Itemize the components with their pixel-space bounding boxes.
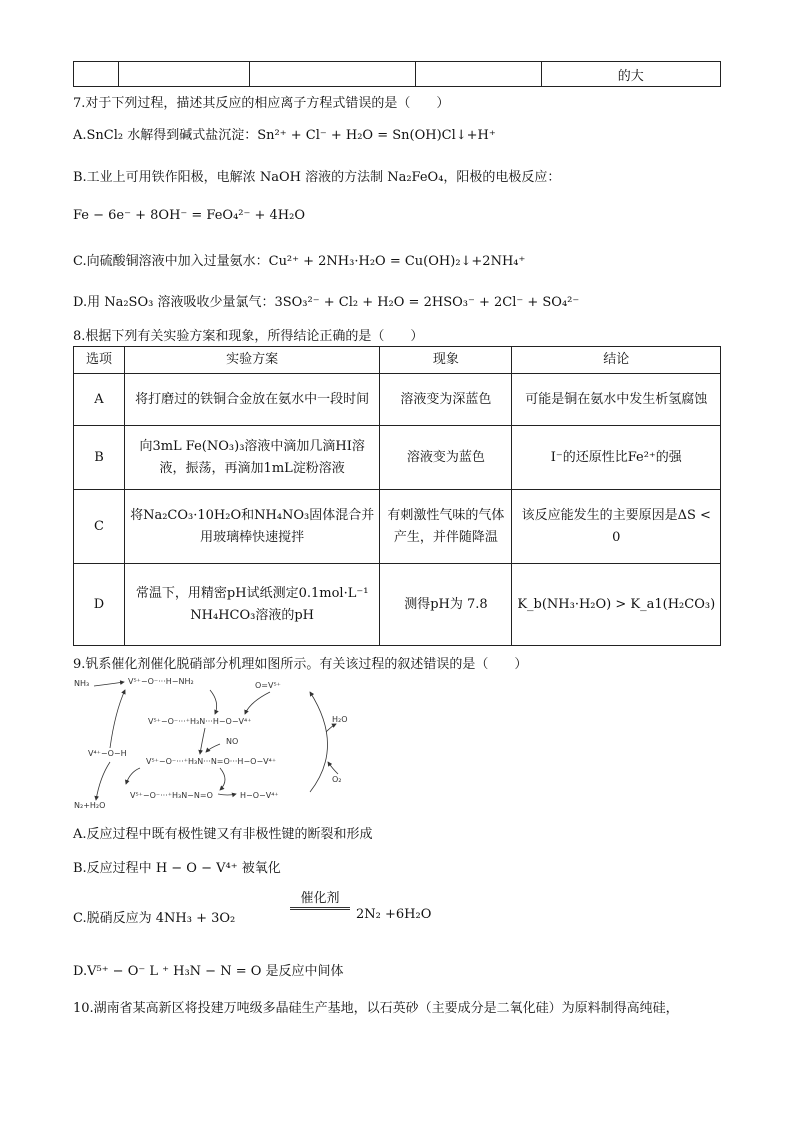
diagram-label-o2: O₂: [332, 775, 342, 784]
diagram-label-s7: H−O−V⁴⁺: [240, 791, 279, 800]
table-cell: [118, 62, 250, 87]
header-phenomenon: 现象: [380, 347, 512, 374]
table-cell: [74, 62, 119, 87]
question-9-option-c-products: 2N₂ +6H₂O: [356, 907, 432, 922]
question-9-option-b: B.反应过程中 H − O − V⁴⁺ 被氧化: [73, 861, 281, 876]
header-conclusion: 结论: [512, 347, 721, 374]
table-row: [74, 564, 721, 646]
row-plan: 将打磨过的铁铜合金放在氨水中一段时间: [124, 374, 379, 426]
catalyst-label: 催化剂: [290, 891, 350, 910]
table-cell: 的大: [541, 62, 720, 87]
diagram-label-s5: V⁴⁺−O−H: [88, 749, 127, 758]
row-conclusion: 可能是铜在氨水中发生析氢腐蚀: [512, 374, 721, 426]
row-option: C: [74, 490, 125, 564]
experiment-table: [73, 346, 721, 646]
question-9-option-c: C.脱硝反应为 4NH₃ + 3O₂: [73, 911, 236, 926]
row-option: D: [74, 564, 125, 646]
diagram-label-no: NO: [226, 737, 239, 746]
question-9-stem: 9.钒系催化剂催化脱硝部分机理如图所示。有关该过程的叙述错误的是（ ）: [73, 657, 528, 672]
table-header-row: [74, 347, 721, 374]
table-row: [74, 426, 721, 490]
arrow-8: [126, 768, 140, 784]
row-conclusion: I⁻的还原性比Fe²⁺的强: [512, 426, 721, 490]
table-row: [74, 374, 721, 426]
arrow-3: [245, 692, 270, 714]
arrow-2: [210, 690, 217, 714]
arrow-6: [220, 768, 225, 790]
question-7-option-c: C.向硫酸铜溶液中加入过量氨水：Cu²⁺ + 2NH₃·H₂O = Cu(OH)₂↓+2NH₄⁺: [73, 254, 526, 269]
question-7-option-b: B.工业上可用铁作阳极，电解浓 NaOH 溶液的方法制 Na₂FeO₄，阳极的电极反应：: [73, 170, 561, 185]
header-plan: 实验方案: [124, 347, 379, 374]
question-7-option-d: D.用 Na₂SO₃ 溶液吸收少量氯气：3SO₃²⁻ + Cl₂ + H₂O = 2HSO₃⁻ + 2Cl⁻ + SO₄²⁻: [73, 295, 580, 310]
table-row: [74, 490, 721, 564]
diagram-label-h2o: H₂O: [332, 715, 348, 724]
row-plan: 向3mL Fe(NO₃)₃溶液中滴加几滴HI溶液，振荡，再滴加1mL淀粉溶液: [124, 426, 379, 490]
arrow-4: [200, 728, 205, 754]
row-conclusion: K_b(NH₃·H₂O) > K_a1(H₂CO₃): [512, 564, 721, 646]
diagram-label-s4: V⁵⁺−O⁻···⁺H₃N···N=O···H−O−V⁴⁺: [146, 757, 277, 766]
question-7-option-b-equation: Fe − 6e⁻ + 8OH⁻ = FeO₄²⁻ + 4H₂O: [73, 208, 306, 223]
question-9-option-a: A.反应过程中既有极性键又有非极性键的断裂和形成: [73, 827, 373, 842]
arrow-11: [310, 692, 328, 792]
arrow-5: [206, 744, 220, 752]
arrow-7: [218, 794, 236, 795]
diagram-label-s1: V⁵⁺−O⁻···H−NH₂: [128, 677, 194, 686]
row-phenomenon: 溶液变为深蓝色: [380, 374, 512, 426]
catalyst-condition: [290, 891, 350, 910]
row-option: A: [74, 374, 125, 426]
question-7-option-a: A.SnCl₂ 水解得到碱式盐沉淀：Sn²⁺ + Cl⁻ + H₂O = Sn(OH)Cl↓+H⁺: [73, 128, 496, 143]
question-7-stem: 7.对于下列过程，描述其反应的相应离子方程式错误的是（ ）: [73, 96, 450, 111]
diagram-label-nh3: NH₃: [74, 679, 90, 688]
arrow-12: [328, 762, 338, 774]
table-cell: [415, 62, 541, 87]
arrow-13: [326, 724, 336, 732]
diagram-label-s3: O=V⁵⁺: [255, 681, 281, 690]
row-phenomenon: 测得pH为 7.8: [380, 564, 512, 646]
row-option: B: [74, 426, 125, 490]
diagram-label-s6: V⁵⁺−O⁻···⁺H₃N−N=O: [130, 791, 213, 800]
previous-table-tail: [73, 61, 721, 87]
question-10-stem: 10.湖南省某高新区将投建万吨级多晶硅生产基地，以石英砂（主要成分是二氧化硅）为原料制得高纯硅，: [73, 1001, 679, 1016]
arrow-1: [94, 682, 124, 686]
row-phenomenon: 有刺激性气味的气体产生，并伴随降温: [380, 490, 512, 564]
arrow-10: [110, 690, 125, 748]
row-conclusion: 该反应能发生的主要原因是ΔS < 0: [512, 490, 721, 564]
table-cell: [250, 62, 415, 87]
header-option: 选项: [74, 347, 125, 374]
row-phenomenon: 溶液变为蓝色: [380, 426, 512, 490]
question-9-option-d: D.V⁵⁺ − O⁻ L ⁺ H₃N − N = O 是反应中间体: [73, 964, 344, 979]
row-plan: 常温下，用精密pH试纸测定0.1mol·L⁻¹ NH₄HCO₃溶液的pH: [124, 564, 379, 646]
arrow-9: [96, 762, 110, 800]
diagram-label-s2: V⁵⁺−O⁻···⁺H₃N···H−O−V⁴⁺: [148, 717, 252, 726]
row-plan: 将Na₂CO₃·10H₂O和NH₄NO₃固体混合并用玻璃棒快速搅拌: [124, 490, 379, 564]
diagram-label-n2: N₂+H₂O: [74, 801, 106, 810]
mechanism-diagram: [70, 672, 370, 812]
question-8-stem: 8.根据下列有关实验方案和现象，所得结论正确的是（ ）: [73, 329, 424, 344]
